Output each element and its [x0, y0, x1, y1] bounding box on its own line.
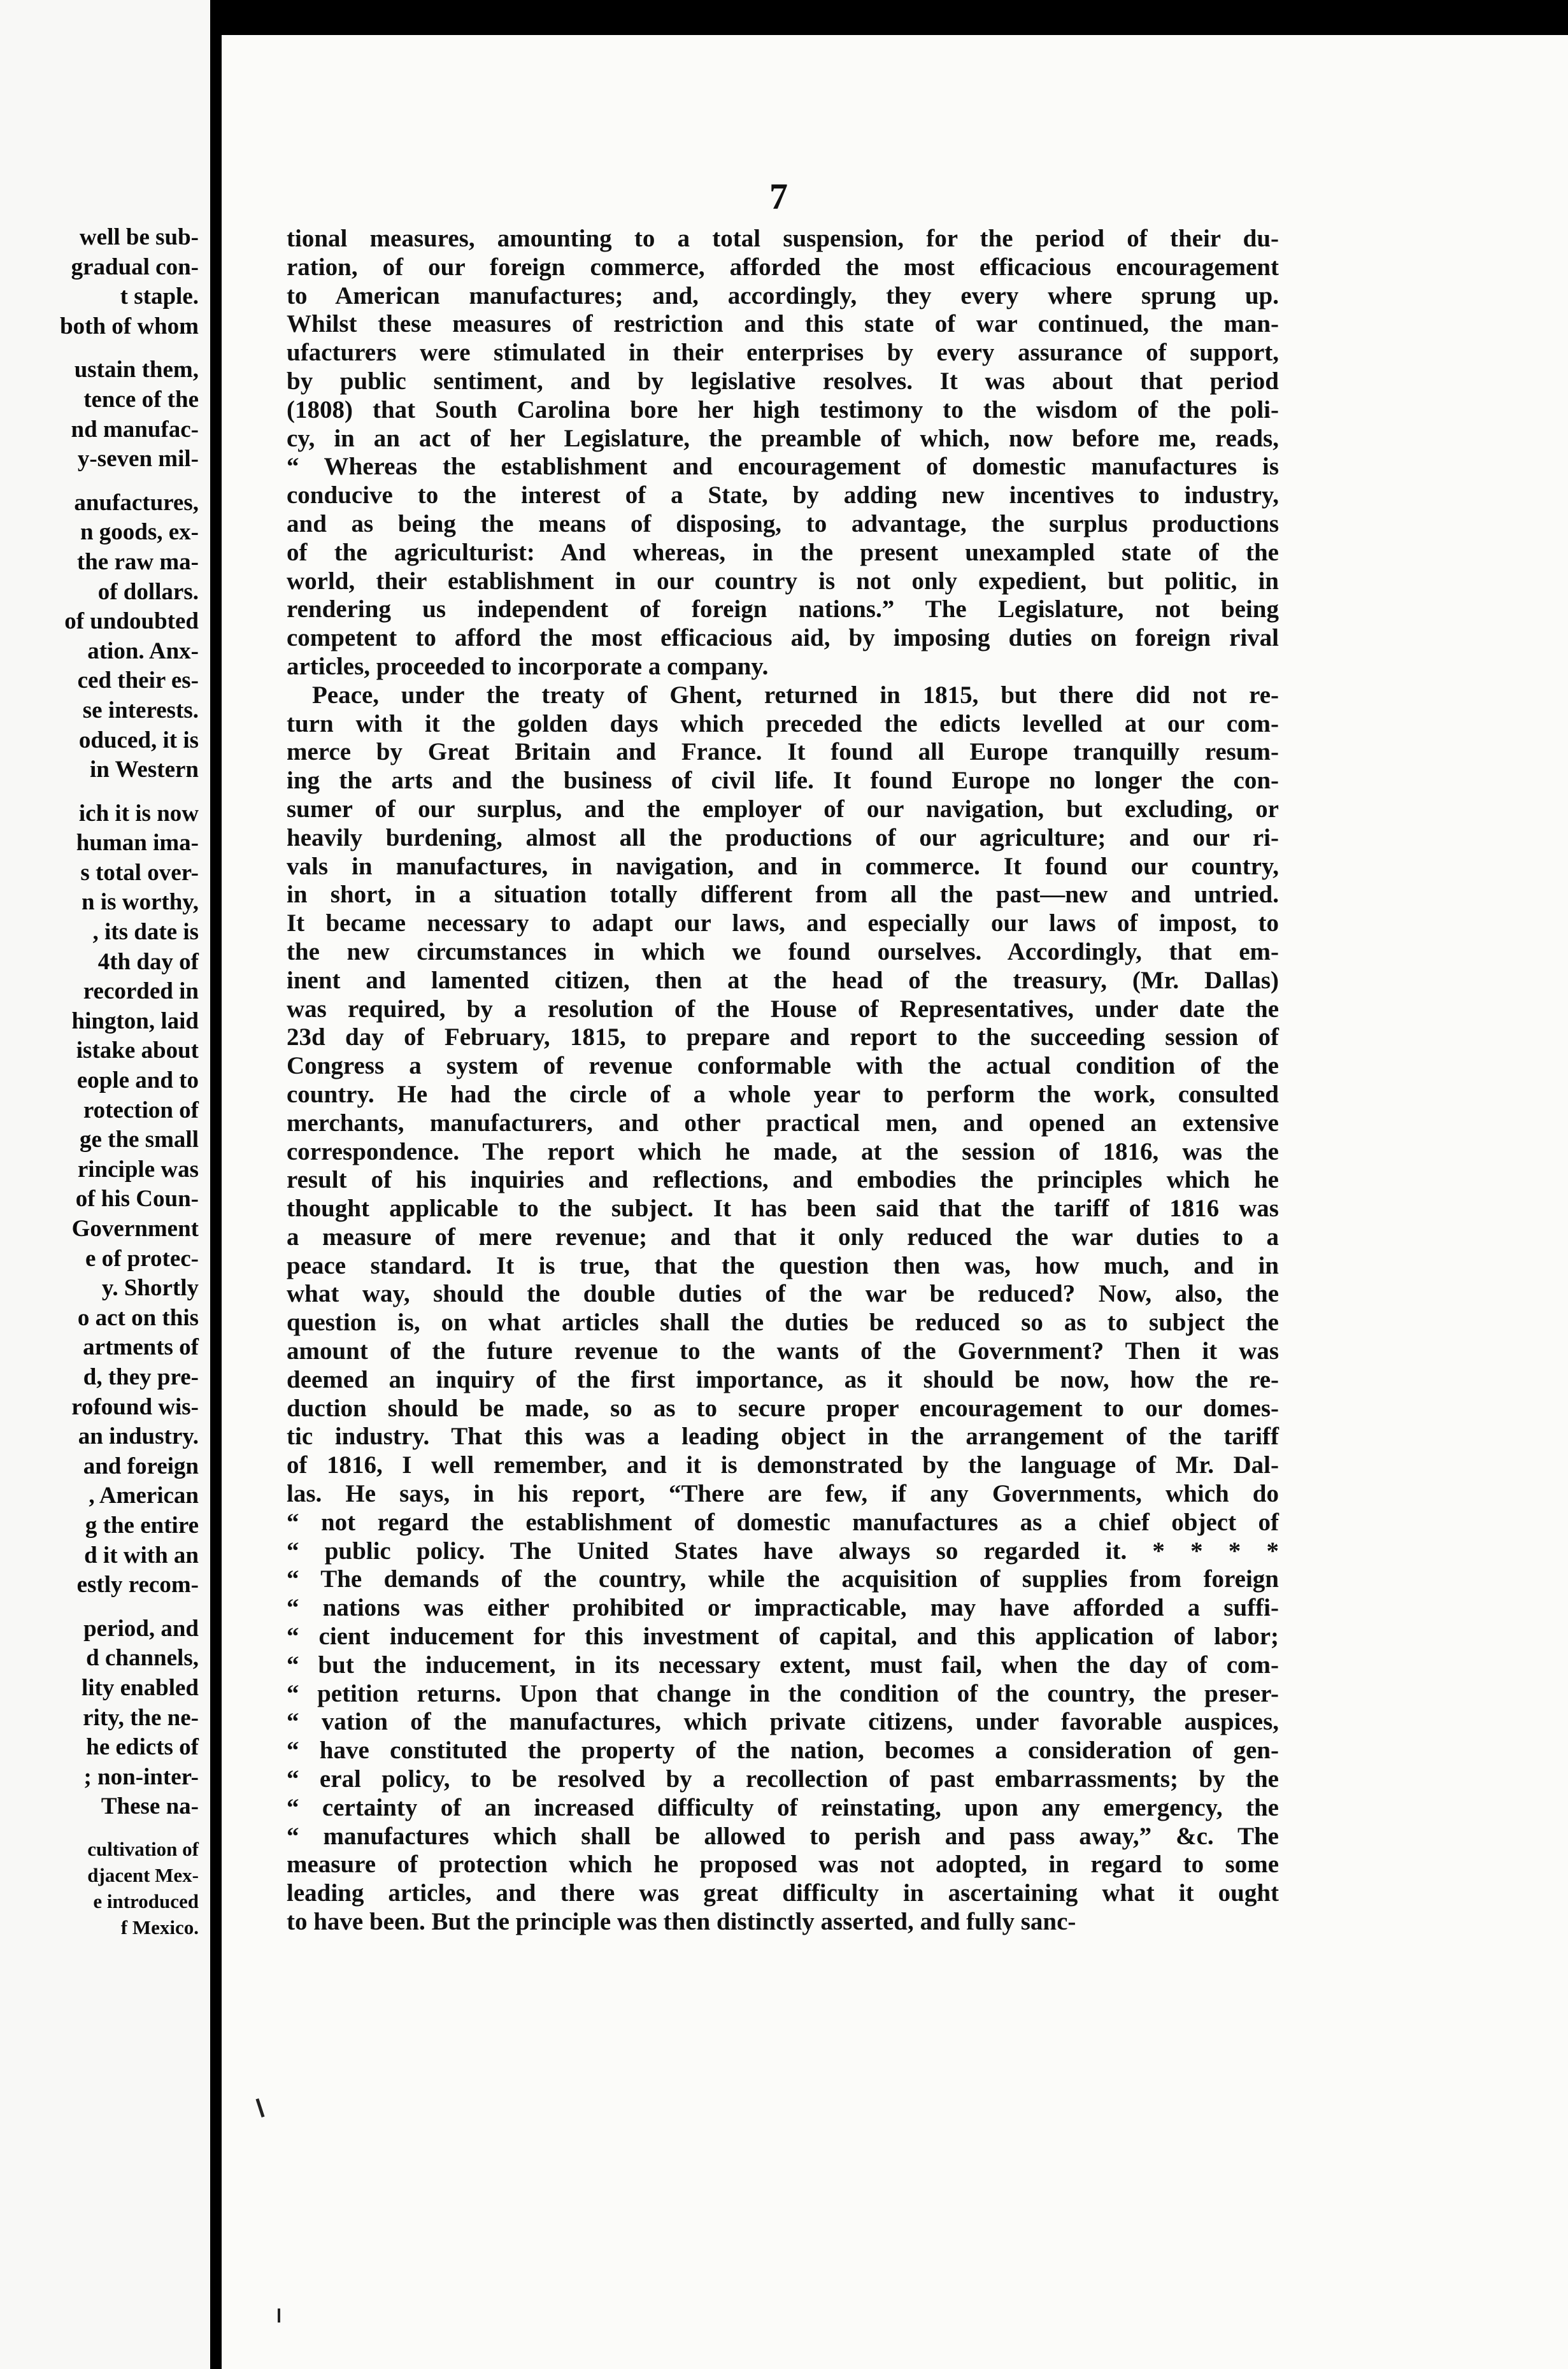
text-line: “ not regard the establishment of domestic manufactures as a chief object of: [287, 1508, 1279, 1536]
ink-speck: [255, 2098, 264, 2117]
left-line: Government: [71, 1216, 199, 1242]
left-footnote-line: f Mexico.: [120, 1916, 199, 1939]
left-line: he edicts of: [86, 1734, 199, 1761]
left-line: e of protec-: [85, 1245, 199, 1272]
left-line: recorded in: [83, 978, 199, 1005]
text-line: “ have constituted the property of the nation, becomes a consideration of gen-: [287, 1737, 1279, 1765]
text-line: competent to afford the most efficacious aid, by imposing duties on foreign rival: [287, 624, 1279, 652]
left-page-text: [0, 223, 199, 1940]
text-line: vals in manufactures, in navigation, and in commerce. It found our country,: [287, 852, 1279, 880]
left-line: nd manufac-: [71, 416, 199, 443]
text-line: thought applicable to the subject. It has been said that the tariff of 1816 was: [287, 1195, 1279, 1223]
left-line: gradual con-: [71, 253, 199, 280]
text-line: 23d day of February, 1815, to prepare and report to the succeeding session of: [287, 1023, 1279, 1051]
text-line: “ Whereas the establishment and encouragement of domestic manufactures is: [287, 453, 1279, 481]
text-line: question is, on what articles shall the duties be reduced so as to subject the: [287, 1309, 1279, 1337]
left-line: ation. Anx-: [87, 637, 199, 664]
text-line: inent and lamented citizen, then at the head of the treasury, (Mr. Dallas): [287, 966, 1279, 994]
left-line: , its date is: [92, 919, 199, 946]
left-line: lity enabled: [82, 1674, 199, 1701]
left-line: estly recom-: [76, 1572, 199, 1598]
text-line: las. He says, in his report, “There are few, if any Governments, which do: [287, 1480, 1279, 1508]
text-line: Whilst these measures of restriction and this state of war continued, the man-: [287, 310, 1279, 338]
text-line: heavily burdening, almost all the productions of our agriculture; and our ri-: [287, 823, 1279, 851]
text-line: was required, by a resolution of the House of Representatives, under date the: [287, 995, 1279, 1023]
left-line: and foreign: [83, 1453, 199, 1479]
book-gutter: [210, 0, 222, 2369]
text-line: “ The demands of the country, while the acquisition of supplies from foreign: [287, 1565, 1279, 1593]
text-line: the new circumstances in which we found ourselves. Accordingly, that em-: [287, 937, 1279, 965]
left-line: , American: [89, 1483, 199, 1509]
text-line: ing the arts and the business of civil life. It found Europe no longer the con-: [287, 767, 1279, 795]
text-line: cy, in an act of her Legislature, the preamble of which, now before me, reads,: [287, 424, 1279, 452]
left-paragraph-gap: [0, 785, 199, 799]
text-line: “ vation of the manufactures, which private citizens, under favorable auspices,: [287, 1708, 1279, 1736]
left-line: ustain them,: [74, 357, 199, 383]
text-line: duction should be made, so as to secure proper encouragement to our domes-: [287, 1394, 1279, 1422]
left-line: ced their es-: [77, 667, 199, 694]
left-line: o act on this: [77, 1304, 199, 1331]
left-line: of his Coun-: [75, 1186, 199, 1213]
text-line: conducive to the interest of a State, by adding new incentives to industry,: [287, 481, 1279, 509]
text-line: measure of protection which he proposed was not adopted, in regard to some: [287, 1851, 1279, 1879]
left-line: in Western: [90, 757, 199, 783]
left-line: rofound wis-: [71, 1393, 199, 1420]
text-line: rendering us independent of foreign nations.” The Legislature, not being: [287, 595, 1279, 623]
text-line: tional measures, amounting to a total suspension, for the period of their du-: [287, 225, 1279, 252]
text-line: of 1816, I well remember, and it is demonstrated by the language of Mr. Dal-: [287, 1451, 1279, 1479]
left-line: anufactures,: [74, 489, 199, 516]
left-line: g the entire: [85, 1512, 199, 1539]
left-footnote-line: djacent Mex-: [87, 1863, 199, 1886]
text-line: a measure of mere revenue; and that it only reduced the war duties to a: [287, 1223, 1279, 1251]
text-line: deemed an inquiry of the first importance, as it should be now, how the re-: [287, 1365, 1279, 1393]
left-line: d, they pre-: [83, 1363, 199, 1390]
left-line: y-seven mil-: [77, 446, 199, 473]
left-footnote-line: e introduced: [93, 1889, 199, 1912]
left-paragraph-gap: [0, 474, 199, 488]
left-line: well be sub-: [79, 224, 199, 250]
text-line: Peace, under the treaty of Ghent, returned in 1815, but there did not re-: [312, 681, 1279, 709]
left-paragraph-gap: [0, 1822, 199, 1836]
left-line: tence of the: [83, 386, 199, 413]
left-footnote-line: cultivation of: [87, 1837, 199, 1860]
text-line: result of his inquiries and reflections, and embodies the principles which he: [287, 1166, 1279, 1194]
left-line: istake about: [76, 1037, 199, 1064]
left-line: period, and: [83, 1615, 199, 1642]
left-line: human ima-: [76, 830, 199, 857]
text-line: and as being the means of disposing, to advantage, the surplus productions: [287, 509, 1279, 537]
text-line: amount of the future revenue to the wants of the Government? Then it was: [287, 1337, 1279, 1365]
left-line: both of whom: [60, 313, 199, 339]
left-line: d it with an: [84, 1542, 199, 1569]
text-line: world, their establishment in our country is not only expedient, but politic, in: [287, 567, 1279, 595]
text-line: Congress a system of revenue conformable with the actual condition of the: [287, 1052, 1279, 1080]
left-line: 4th day of: [97, 948, 199, 975]
text-line: “ certainty of an increased difficulty of reinstating, upon any emergency, the: [287, 1793, 1279, 1821]
text-line: sumer of our surplus, and the employer of our navigation, but excluding, or: [287, 795, 1279, 823]
text-line: what way, should the double duties of the war be reduced? Now, also, the: [287, 1280, 1279, 1308]
left-line: t staple.: [120, 283, 199, 310]
text-line: It became necessary to adapt our laws, and especially our laws of impost, to: [287, 909, 1279, 937]
left-line: n is worthy,: [81, 889, 199, 916]
text-line: merce by Great Britain and France. It found all Europe tranquilly resum-: [287, 738, 1279, 766]
left-line: rinciple was: [77, 1156, 199, 1183]
left-line: hington, laid: [71, 1007, 199, 1034]
text-line: “ manufactures which shall be allowed to perish and pass away,” &c. The: [287, 1822, 1279, 1850]
body-text: [287, 225, 1279, 1937]
left-line: y. Shortly: [101, 1275, 199, 1302]
left-line: s total over-: [80, 859, 199, 886]
text-line: ration, of our foreign commerce, afforded the most efficacious encouragement: [287, 253, 1279, 281]
left-line: d channels,: [86, 1645, 199, 1672]
text-line: peace standard. It is true, that the question then was, how much, and in: [287, 1251, 1279, 1279]
text-line: in short, in a situation totally different from all the past—new and untried.: [287, 881, 1279, 909]
page-number: 7: [769, 176, 788, 217]
left-line: eople and to: [76, 1067, 199, 1094]
text-line: “ eral policy, to be resolved by a recollection of past embarrassments; by the: [287, 1765, 1279, 1793]
text-line: tic industry. That this was a leading object in the arrangement of the tariff: [287, 1423, 1279, 1451]
left-line: oduced, it is: [78, 727, 199, 753]
right-page: [222, 35, 1568, 2369]
left-line: These na-: [101, 1793, 199, 1820]
text-line: “ cient inducement for this investment of capital, and this application of labor;: [287, 1623, 1279, 1651]
text-line: “ public policy. The United States have always so regarded it. * * * *: [287, 1537, 1279, 1565]
text-line: ufacturers were stimulated in their enterprises by every assurance of support,: [287, 339, 1279, 367]
text-line: of the agriculturist: And whereas, in the present unexampled state of the: [287, 538, 1279, 566]
left-page-fragment: [0, 0, 210, 2369]
left-line: of undoubted: [64, 608, 199, 635]
left-line: rity, the ne-: [83, 1704, 199, 1731]
left-line: ich it is now: [78, 800, 199, 827]
text-line: “ but the inducement, in its necessary extent, must fail, when the day of com-: [287, 1651, 1279, 1679]
left-paragraph-gap: [0, 1600, 199, 1614]
ink-speck: [278, 2309, 280, 2323]
left-line: rotection of: [83, 1097, 199, 1123]
left-line: se interests.: [82, 697, 199, 723]
left-line: ; non-inter-: [83, 1763, 199, 1790]
text-line: “ nations was either prohibited or impracticable, may have afforded a suffi-: [287, 1594, 1279, 1622]
text-line: articles, proceeded to incorporate a company.: [287, 652, 769, 680]
text-line: leading articles, and there was great difficulty in ascertaining what it ought: [287, 1879, 1279, 1907]
left-line: n goods, ex-: [80, 519, 199, 546]
left-line: the raw ma-: [76, 548, 199, 575]
text-line: turn with it the golden days which preceded the edicts levelled at our com-: [287, 709, 1279, 737]
left-line: an industry.: [78, 1423, 199, 1450]
left-paragraph-gap: [0, 341, 199, 355]
text-line: to American manufactures; and, accordingly, they every where sprung up.: [287, 281, 1279, 309]
left-line: of dollars.: [97, 578, 199, 605]
text-line: by public sentiment, and by legislative resolves. It was about that period: [287, 367, 1279, 395]
left-line: artments of: [83, 1334, 199, 1361]
text-line: merchants, manufacturers, and other practical men, and opened an extensive: [287, 1109, 1279, 1137]
left-line: ge the small: [79, 1127, 199, 1153]
text-line: country. He had the circle of a whole year to perform the work, consulted: [287, 1080, 1279, 1108]
text-line: “ petition returns. Upon that change in the condition of the country, the preser-: [287, 1679, 1279, 1707]
text-line: to have been. But the principle was then distinctly asserted, and fully sanc-: [287, 1908, 1076, 1936]
text-line: correspondence. The report which he made, at the session of 1816, was the: [287, 1137, 1279, 1165]
text-line: (1808) that South Carolina bore her high testimony to the wisdom of the poli-: [287, 395, 1279, 423]
